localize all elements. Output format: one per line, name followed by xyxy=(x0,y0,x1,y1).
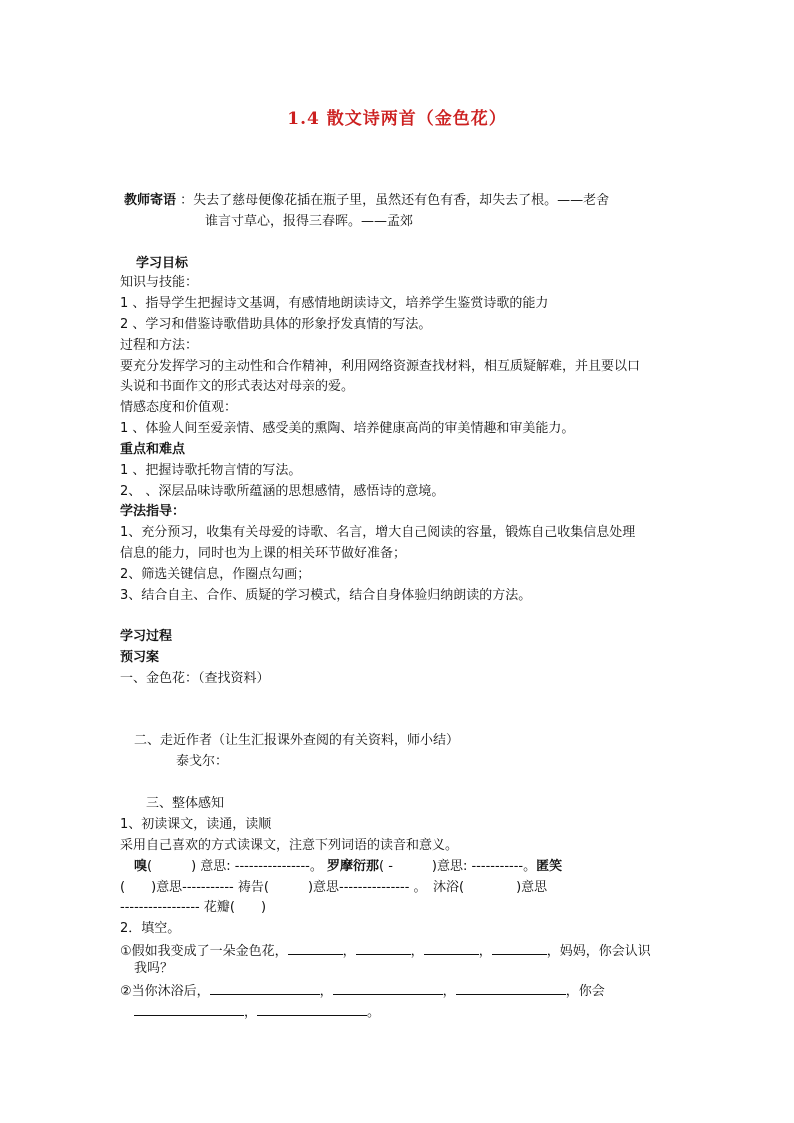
fill-item-2-wrap xyxy=(134,1001,380,1023)
method-item-1a: 1、充分预习，收集有关母爱的诗歌、名言，增大自己阅读的容量，锻炼自己收集信息处理 xyxy=(120,525,636,540)
section-overall-perception: 三、整体感知 xyxy=(146,796,225,811)
method-item-3: 3、结合自主、合作、质疑的学习模式，结合自身体验归纳朗读的方法。 xyxy=(120,588,532,603)
section-author: 二、走近作者（让生汇报课外查阅的有关资料，师小结） xyxy=(134,733,460,748)
teacher-message-label: 教师寄语 xyxy=(124,193,177,208)
fill-heading: 2．填空。 xyxy=(120,921,181,936)
section-golden-flower: 一、金色花：（查找资料） xyxy=(120,671,270,686)
read-step-2: 采用自己喜欢的方式读课文，注意下列词语的读音和意义。 xyxy=(120,838,459,853)
period: 。 xyxy=(367,1005,381,1020)
fill-blank[interactable] xyxy=(424,940,479,955)
process-method-line-1: 要充分发挥学习的主动性和合作精神，利用网络资源查找材料，相互质疑解难，并且要以口 xyxy=(120,359,641,374)
knowledge-heading: 知识与技能： xyxy=(120,275,199,290)
vocab-line-3: ----------------- 花瓣( ) xyxy=(120,900,267,915)
comma: ， xyxy=(478,944,492,959)
key-points-heading: 重点和难点 xyxy=(120,442,186,457)
fill-item-2-end: ，你会 xyxy=(565,984,605,999)
method-item-2: 2、筛选关键信息，作圈点勾画； xyxy=(120,567,311,582)
vocab-line-2: ( )意思----------- 祷告( )意思--------------- 。 沐浴( )意思 xyxy=(120,880,548,895)
process-method-heading: 过程和方法： xyxy=(120,338,199,353)
comma: ， xyxy=(244,1005,258,1020)
page-title: 1.4 散文诗两首（金色花） xyxy=(287,109,507,129)
fill-item-1-start: ①假如我变成了一朵金色花， xyxy=(120,944,288,959)
fill-blank[interactable] xyxy=(210,980,320,995)
read-step-1: 1、初读课文，读通，读顺 xyxy=(120,817,272,832)
vocab-word-nixiao: 匿笑 xyxy=(536,859,563,874)
vocab-word-ramayana: 罗摩衍那 xyxy=(327,859,380,874)
fill-blank[interactable] xyxy=(333,980,443,995)
fill-item-1-wrap: 我吗？ xyxy=(134,961,174,976)
fill-blank[interactable] xyxy=(288,940,343,955)
fill-item-2 xyxy=(120,980,605,1002)
fill-item-2-start: ②当你沐浴后， xyxy=(120,984,210,999)
fill-blank[interactable] xyxy=(134,1001,244,1016)
knowledge-item-1: 1 、指导学生把握诗文基调，有感情地朗读诗文，培养学生鉴赏诗歌的能力 xyxy=(120,296,549,311)
vocab-line-1 xyxy=(134,857,562,877)
comma: ， xyxy=(319,984,333,999)
preview-heading: 预习案 xyxy=(120,650,160,665)
key-point-item-1: 1 、把握诗歌托物言情的写法。 xyxy=(120,463,302,478)
teacher-message xyxy=(124,191,609,211)
fill-blank[interactable] xyxy=(456,980,566,995)
vocab-meaning-ramayana: ( - )意思: -----------。 xyxy=(379,859,537,874)
fill-blank[interactable] xyxy=(257,1001,367,1016)
teacher-message-line-1: ：失去了慈母便像花插在瓶子里，虽然还有色有香，却失去了根。——老舍 xyxy=(180,193,610,208)
comma: ， xyxy=(442,984,456,999)
comma: ， xyxy=(410,944,424,959)
method-heading: 学法指导： xyxy=(120,504,186,519)
vocab-word-xiu: 嗅 xyxy=(134,859,148,874)
method-item-1b: 信息的能力，同时也为上课的相关环节做好准备； xyxy=(120,546,407,561)
knowledge-item-2: 2 、学习和借鉴诗歌借助具体的形象抒发真情的写法。 xyxy=(120,317,432,332)
process-method-line-2: 头说和书面作文的形式表达对母亲的爱。 xyxy=(120,379,355,394)
teacher-message-line-2: 谁言寸草心，报得三春晖。——孟郊 xyxy=(205,214,414,229)
fill-item-1 xyxy=(120,940,651,962)
emotion-item-1: 1 、体验人间至爱亲情、感受美的熏陶、培养健康高尚的审美情趣和审美能力。 xyxy=(120,421,575,436)
comma: ， xyxy=(342,944,356,959)
author-name: 泰戈尔： xyxy=(176,754,229,769)
emotion-heading: 情感态度和价值观： xyxy=(120,400,238,415)
fill-blank[interactable] xyxy=(492,940,547,955)
objectives-heading: 学习目标 xyxy=(136,256,189,271)
fill-item-1-end: ，妈妈，你会认识 xyxy=(546,944,651,959)
key-point-item-2: 2、 、深层品味诗歌所蕴涵的思想感情，感悟诗的意境。 xyxy=(120,484,445,499)
vocab-meaning-xiu: ( ) 意思: ----------------。 xyxy=(147,859,323,874)
fill-blank[interactable] xyxy=(356,940,411,955)
process-heading: 学习过程 xyxy=(120,629,173,644)
